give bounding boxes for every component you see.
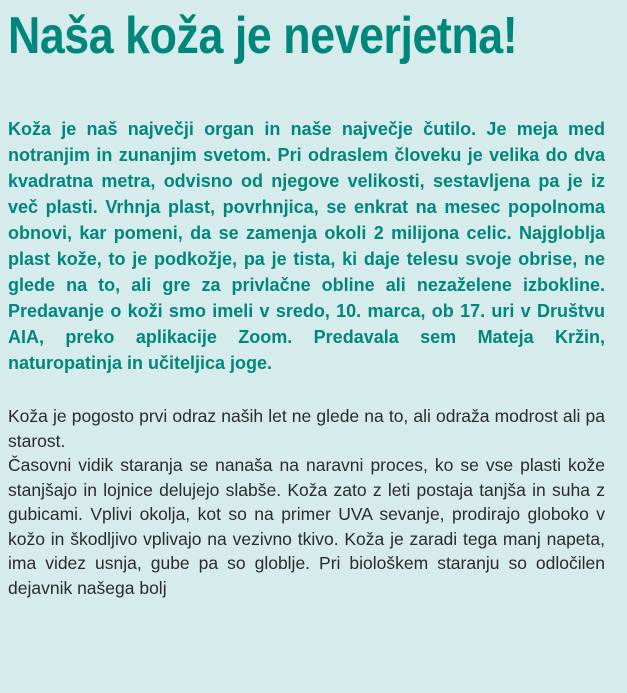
article-body	[8, 404, 605, 600]
body-paragraph: Koža je pogosto prvi odraz naših let ne glede na to, ali odraža modrost ali pa starost.	[8, 406, 605, 451]
body-paragraph: Časovni vidik staranja se nanaša na naravni proces, ko se vse plasti kože stanjšajo in lojnice delujejo slabše. Koža zato z leti postaja tanjša in suha z gubicami. Vplivi okolja, kot so na primer UVA sevanje, prodirajo globoko v kožo in škodljivo vplivajo na vezivno tkivo. Koža je zaradi tega manj napeta, ima videz usnja, gube pa so globlje. Pri biološkem staranju so odločilen dejavnik našega bolj	[8, 455, 605, 598]
article-title: Naša koža je neverjetna!	[8, 7, 518, 65]
article-lead: Koža je naš največji organ in naše največje čutilo. Je meja med notranjim in zunanjim svetom. Pri odraslem človeku je velika do dva kvadratna metra, odvisno od njegove velikosti, sestavljena pa je iz več plasti. Vrhnja plast, povrhnjica, se enkrat na mesec popolnoma obnovi, kar pomeni, da se zamenja okoli 2 milijona celic. Najgloblja plast kože, to je podkožje, pa je tista, ki daje telesu svoje obrise, ne glede na to, ali gre za privlačne obline ali nezaželene izbokline. Predavanje o koži smo imeli v sredo, 10. marca, ob 17. uri v Društvu AIA, preko aplikacije Zoom. Predavala sem Mateja Kržin, naturopatinja in učiteljica joge.	[8, 119, 605, 373]
